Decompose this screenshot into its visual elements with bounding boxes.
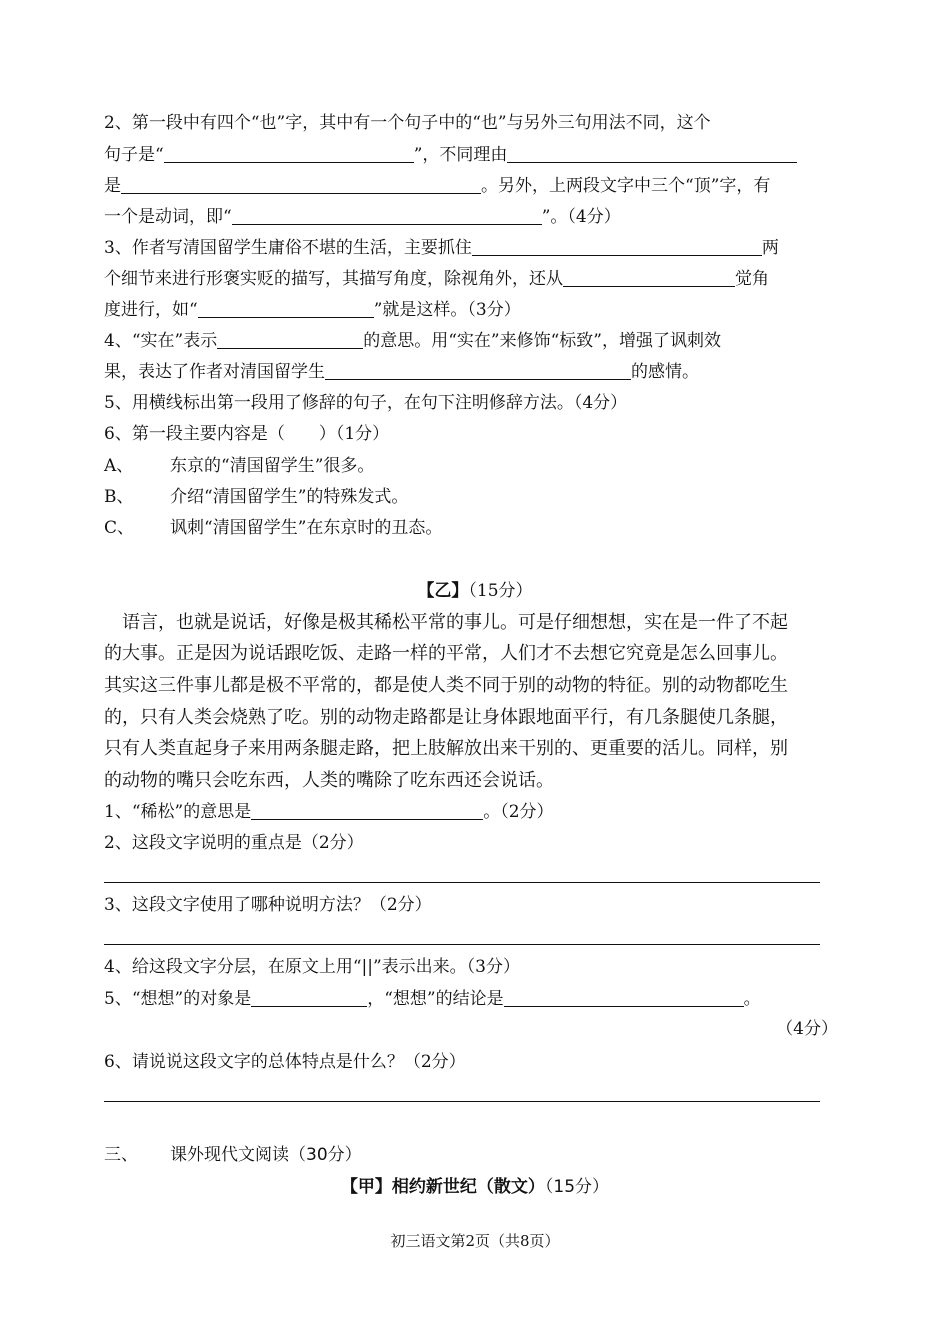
q4-text: 果，表达了作者对清国留学生 xyxy=(104,362,325,382)
q4-line1 xyxy=(104,330,721,352)
q3-text: 两 xyxy=(761,238,779,258)
yi-q1-score: 。（2分） xyxy=(483,802,554,822)
q3-text: ”就是这样。（3分） xyxy=(373,300,521,320)
option-a[interactable] xyxy=(104,455,374,477)
page-footer xyxy=(0,1230,950,1252)
passage-line xyxy=(104,612,788,634)
passage-line xyxy=(104,770,554,792)
option-text: 介绍“清国留学生”的特殊发式。 xyxy=(170,487,409,507)
yi-q5-line xyxy=(104,988,761,1010)
yi-q5-score-text: （4分） xyxy=(776,1019,838,1039)
part-yi-title: 【乙】 xyxy=(417,581,469,601)
q5-text: 5、用横线标出第一段用了修辞的句子，在句下注明修辞方法。（4分） xyxy=(104,393,628,413)
q2-line3 xyxy=(104,175,770,197)
section3-subscore: （15分） xyxy=(544,1177,610,1197)
q2-line4 xyxy=(104,206,621,228)
answer-blank[interactable] xyxy=(232,206,542,225)
q6-line xyxy=(104,423,389,445)
yi-q5-text: ，“想想”的结论是 xyxy=(367,989,504,1009)
answer-blank[interactable] xyxy=(325,361,631,380)
q3-text: 觉角 xyxy=(735,269,769,289)
part-yi-heading xyxy=(0,580,950,602)
q2-text: 句子是“ xyxy=(104,145,164,165)
section3-subheading xyxy=(0,1176,950,1198)
answer-line[interactable] xyxy=(104,882,820,883)
option-label: B、 xyxy=(104,487,134,507)
yi-q3-line xyxy=(104,894,432,916)
q5-line xyxy=(104,392,627,414)
q3-line3 xyxy=(104,299,521,321)
yi-q4-line xyxy=(104,956,520,978)
yi-q5-text: 。 xyxy=(743,989,761,1009)
passage-text: 只有人类直起身子来用两条腿走路，把上肢解放出来干别的、更重要的活儿。同样，别 xyxy=(104,738,788,759)
q3-line1 xyxy=(104,237,779,259)
answer-blank[interactable] xyxy=(164,144,414,163)
answer-blank[interactable] xyxy=(121,175,481,194)
section3-subtitle: 【甲】相约新世纪（散文） xyxy=(340,1177,545,1197)
q4-text: 的感情。 xyxy=(631,362,699,382)
answer-blank[interactable] xyxy=(507,144,797,163)
passage-line xyxy=(104,675,788,697)
yi-q5-text: 5、“想想”的对象是 xyxy=(104,989,252,1009)
q2-text: ”，不同理由 xyxy=(413,145,508,165)
yi-q2-text: 2、这段文字说明的重点是（2分） xyxy=(104,833,364,853)
section3-heading xyxy=(104,1144,362,1166)
q2-line2 xyxy=(104,144,797,166)
q2-text: ”。（4分） xyxy=(541,207,621,227)
q4-text: 的意思。用“实在”来修饰“标致”，增强了讽刺效 xyxy=(363,331,721,351)
answer-line[interactable] xyxy=(104,944,820,945)
q2-line1 xyxy=(104,112,711,134)
q3-text: 3、作者写清国留学生庸俗不堪的生活，主要抓住 xyxy=(104,238,472,258)
option-label: C、 xyxy=(104,518,135,538)
section3-title: 课外现代文阅读（30分） xyxy=(170,1145,362,1165)
passage-text: 语言，也就是说话，好像是极其稀松平常的事儿。可是仔细想想，实在是一件了不起 xyxy=(104,612,788,633)
q3-line2 xyxy=(104,268,769,290)
passage-line xyxy=(104,738,788,760)
section3-number: 三、 xyxy=(104,1145,138,1165)
passage-line xyxy=(104,707,788,729)
q2-text: 一个是动词，即“ xyxy=(104,207,232,227)
passage-text: 的大事。正是因为说话跟吃饭、走路一样的平常，人们才不去想它究竟是怎么回事儿。 xyxy=(104,643,788,664)
answer-blank[interactable] xyxy=(217,330,363,349)
passage-line xyxy=(104,643,788,665)
option-b[interactable] xyxy=(104,486,408,508)
footer-text: 初三语文第2页（共8页） xyxy=(390,1232,560,1250)
option-c[interactable] xyxy=(104,517,442,539)
part-yi-score: （15分） xyxy=(468,581,533,601)
answer-blank[interactable] xyxy=(563,268,735,287)
yi-q3-text: 3、这段文字使用了哪种说明方法？（2分） xyxy=(104,895,432,915)
yi-q4-text: 4、给这段文字分层，在原文上用“||”表示出来。（3分） xyxy=(104,957,520,977)
q2-text: 是 xyxy=(104,176,121,196)
answer-blank[interactable] xyxy=(251,801,483,820)
yi-q6-line xyxy=(104,1051,466,1073)
q6-text: 6、第一段主要内容是（ ）（1分） xyxy=(104,424,390,444)
answer-line[interactable] xyxy=(104,1101,820,1102)
option-text: 讽刺“清国留学生”在东京时的丑态。 xyxy=(170,518,443,538)
passage-text: 其实这三件事儿都是极不平常的，都是使人类不同于别的动物的特征。别的动物都吃生 xyxy=(104,675,788,696)
option-label: A、 xyxy=(104,456,134,476)
passage-text: 的，只有人类会烧熟了吃。别的动物走路都是让身体跟地面平行，有几条腿使几条腿， xyxy=(104,707,788,728)
yi-q6-text: 6、请说说这段文字的总体特点是什么？（2分） xyxy=(104,1052,466,1072)
q3-text: 个细节来进行形褒实贬的描写，其描写角度，除视角外，还从 xyxy=(104,269,563,289)
answer-blank[interactable] xyxy=(251,988,367,1007)
yi-q2-line xyxy=(104,832,364,854)
q3-text: 度进行，如“ xyxy=(104,300,198,320)
q4-line2 xyxy=(104,361,699,383)
yi-q5-score xyxy=(776,1018,838,1040)
passage-text: 的动物的嘴只会吃东西，人类的嘴除了吃东西还会说话。 xyxy=(104,770,554,791)
option-text: 东京的“清国留学生”很多。 xyxy=(170,456,375,476)
answer-blank[interactable] xyxy=(504,988,744,1007)
yi-q1-text: 1、“稀松”的意思是 xyxy=(104,802,252,822)
q2-text: 2、第一段中有四个“也”字，其中有一个句子中的“也”与另外三句用法不同，这个 xyxy=(104,113,711,133)
yi-q1-line xyxy=(104,801,554,823)
answer-blank[interactable] xyxy=(198,299,374,318)
q4-text: 4、“实在”表示 xyxy=(104,331,218,351)
q2-text: 。另外，上两段文字中三个“顶”字，有 xyxy=(481,176,771,196)
answer-blank[interactable] xyxy=(472,237,762,256)
